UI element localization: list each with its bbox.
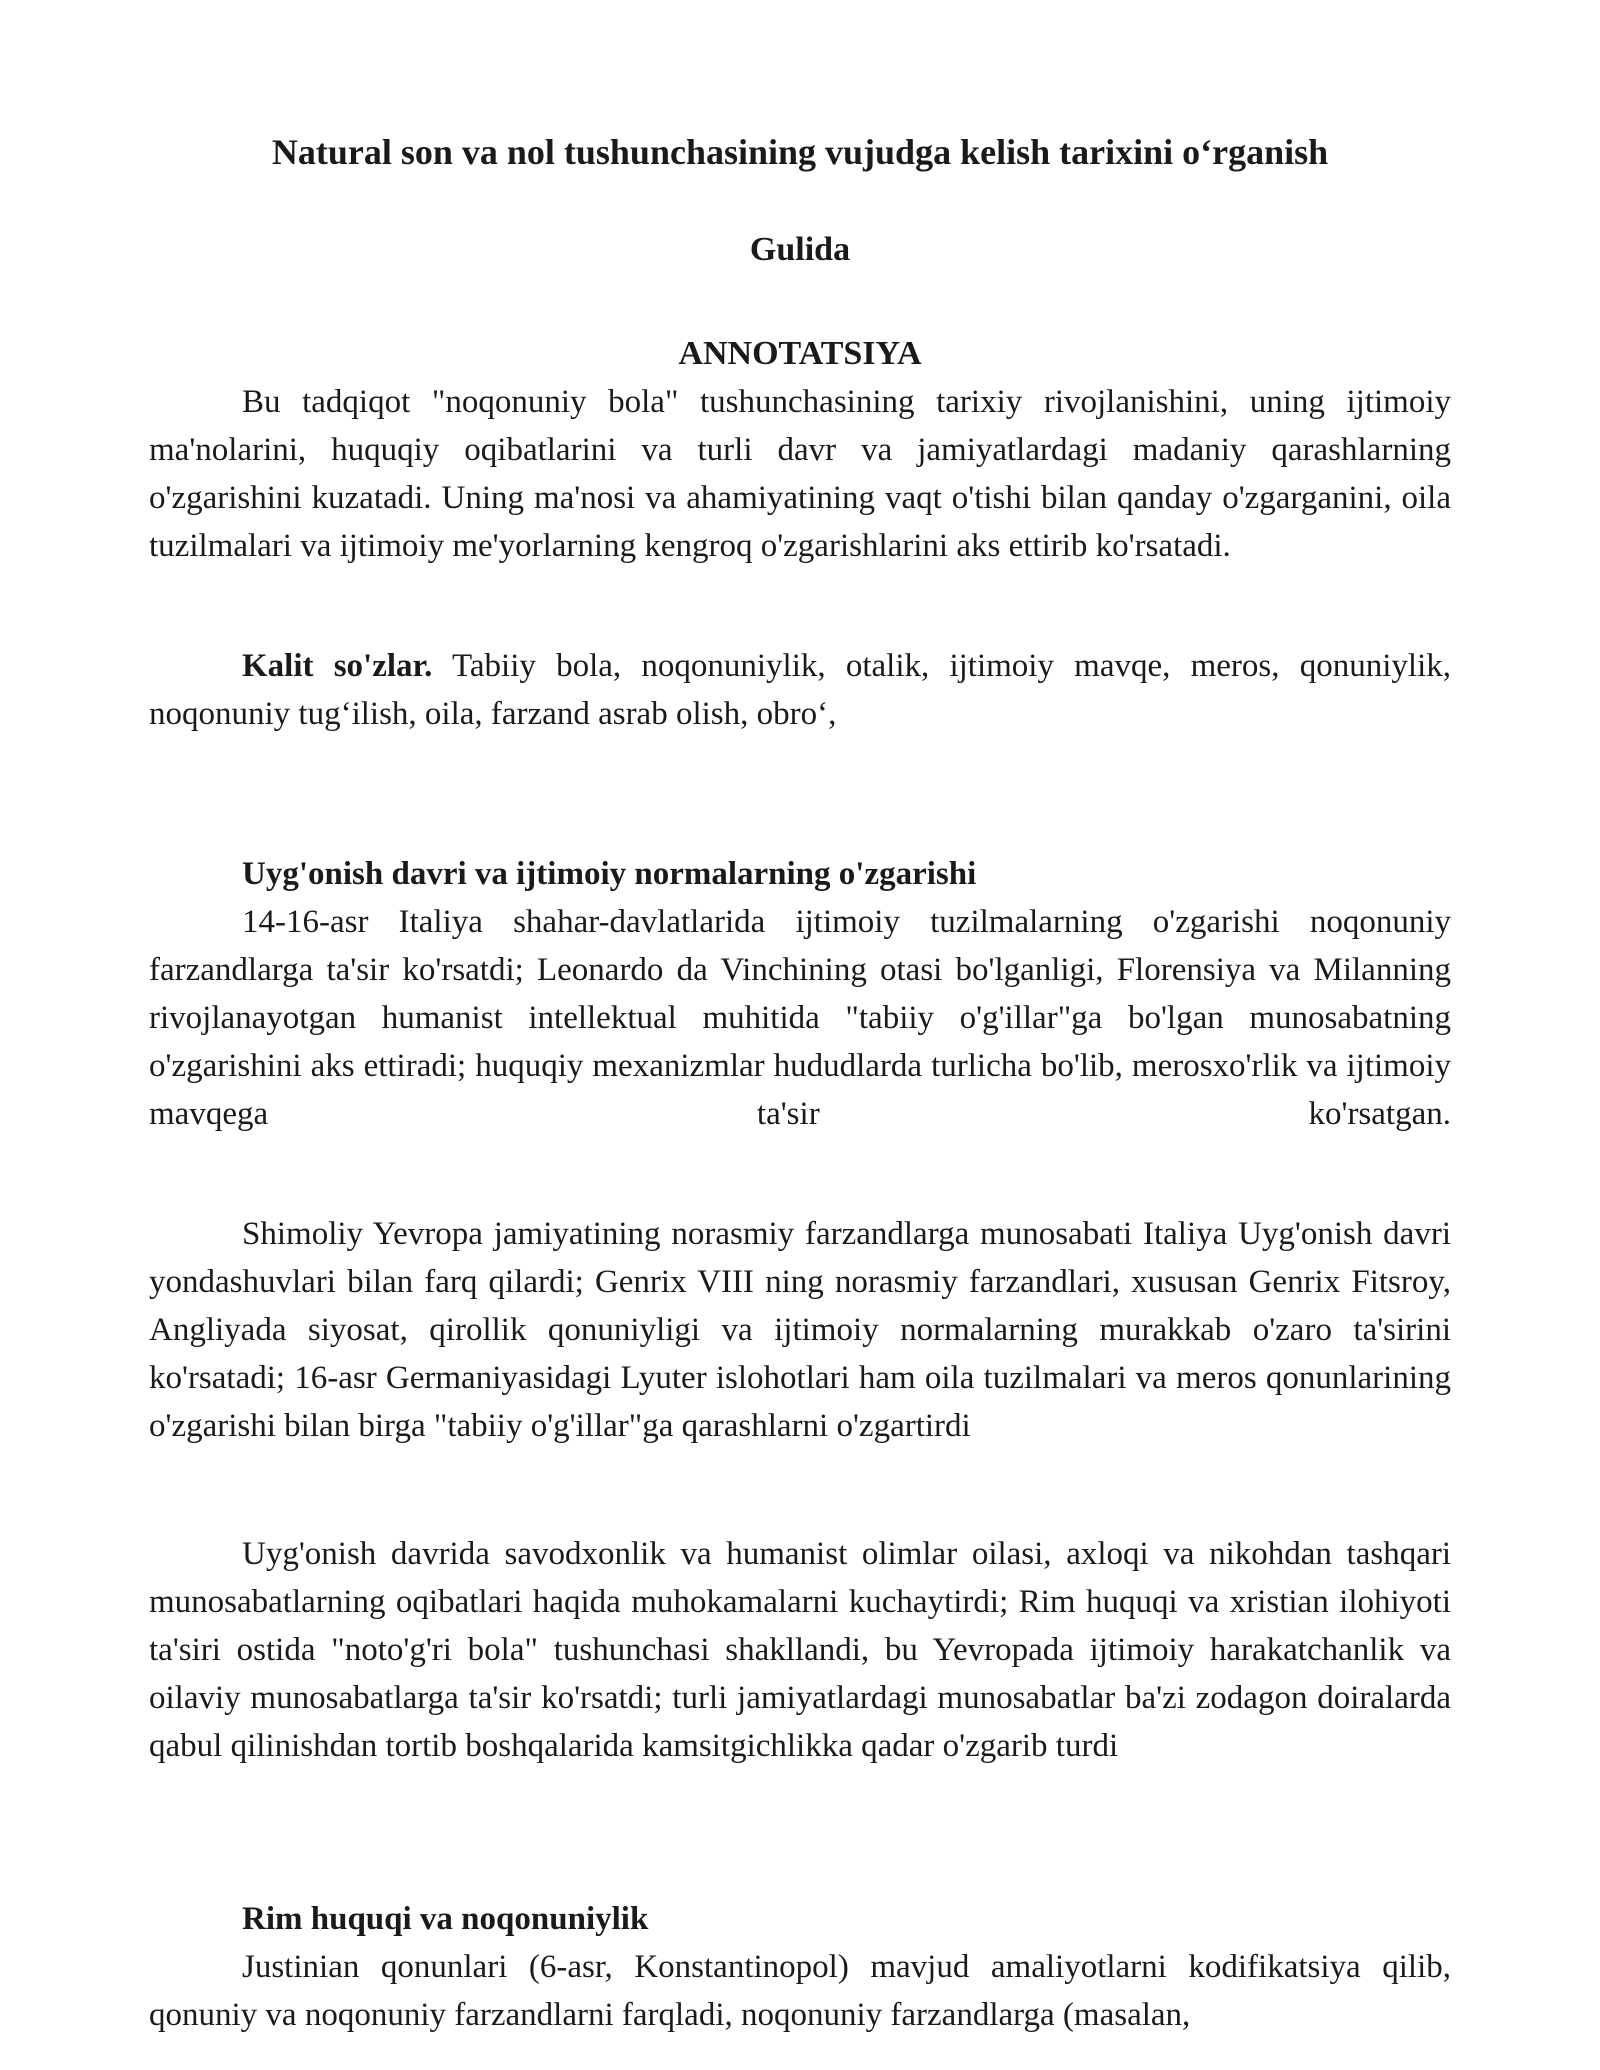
annotation-paragraph: Bu tadqiqot "noqonuniy bola" tushunchasining tarixiy rivojlanishini, uning ijtimoiy ma'nolarini, huquqiy oqibatlarini va turli davr va jamiyatlardagi madaniy qarashlarning o'zgarishini kuzatadi. Uning ma'nosi va ahamiyatining vaqt o'tishi bilan qanday o'zgarganini, oila tuzilmalari va ijtimoiy me'yorlarning kengroq o'zgarishlarini aks ettirib ko'rsatadi. <box>149 384 1451 564</box>
section1-paragraph-3: Uyg'onish davrida savodxonlik va humanist olimlar oilasi, axloqi va nikohdan tashqari munosabatlarning oqibatlari haqida muhokamalarni kuchaytirdi; Rim huquqi va xristian ilohiyoti ta'siri ostida "noto'g'ri bola" tushunchasi shakllandi, bu Yevropada ijtimoiy harakatchanlik va oilaviy munosabatlarga ta'sir ko'rsatdi; turli jamiyatlardagi munosabatlar ba'zi zodagon doiralarda qabul qilinishdan tortib boshqalarida kamsitgichlikka qadar o'zgarib turdi <box>149 1536 1451 1764</box>
section1-paragraph-1: 14-16-asr Italiya shahar-davlatlarida ijtimoiy tuzilmalarning o'zgarishi noqonuniy farzandlarga ta'sir ko'rsatdi; Leonardo da Vinchining otasi bo'lganligi, Florensiya va Milanning rivojlanayotgan humanist intellektual muhitida "tabiiy o'g'illar"ga bo'lgan munosabatning o'zgarishini aks ettiradi; huquqiy mexanizmlar hududlarda turlicha bo'lib, merosxo'rlik va ijtimoiy mavqega ta'sir ko'rsatgan. <box>149 904 1451 1132</box>
author-name: Gulida <box>749 231 851 268</box>
keywords-text: Tabiiy bola, noqonuniylik, otalik, ijtimoiy mavqe, meros, qonuniylik, noqonuniy tug‘ilish, oila, farzand asrab olish, obro‘, <box>149 648 1451 732</box>
section1-paragraph-2: Shimoliy Yevropa jamiyatining norasmiy farzandlarga munosabati Italiya Uyg'onish davri yondashuvlari bilan farq qilardi; Genrix VIII ning norasmiy farzandlari, xususan Genrix Fitsroy, Angliyada siyosat, qirollik qonuniyligi va ijtimoiy normalarning murakkab o'zaro ta'sirini ko'rsatadi; 16-asr Germaniyasidagi Lyuter islohotlari ham oila tuzilmalari va meros qonunlarining o'zgarishi bilan birga "tabiiy o'g'illar"ga qarashlarni o'zgartirdi <box>149 1216 1451 1444</box>
section-heading-renaissance: Uyg'onish davri va ijtimoiy normalarning o'zgarishi <box>242 856 977 892</box>
annotation-heading: ANNOTATSIYA <box>678 335 922 372</box>
keywords-label: Kalit so'zlar. <box>242 648 433 684</box>
document-title: Natural son va nol tushunchasining vujudga kelish tarixini o‘rganish <box>271 132 1329 172</box>
section2-paragraph-1: Justinian qonunlari (6-asr, Konstantinopol) mavjud amaliyotlarni kodifikatsiya qilib, qonuniy va noqonuniy farzandlarni farqladi, noqonuniy farzandlarga (masalan, <box>149 1949 1451 2033</box>
section-heading-roman-law: Rim huquqi va noqonuniylik <box>242 1901 649 1937</box>
keywords-paragraph <box>149 642 1451 738</box>
